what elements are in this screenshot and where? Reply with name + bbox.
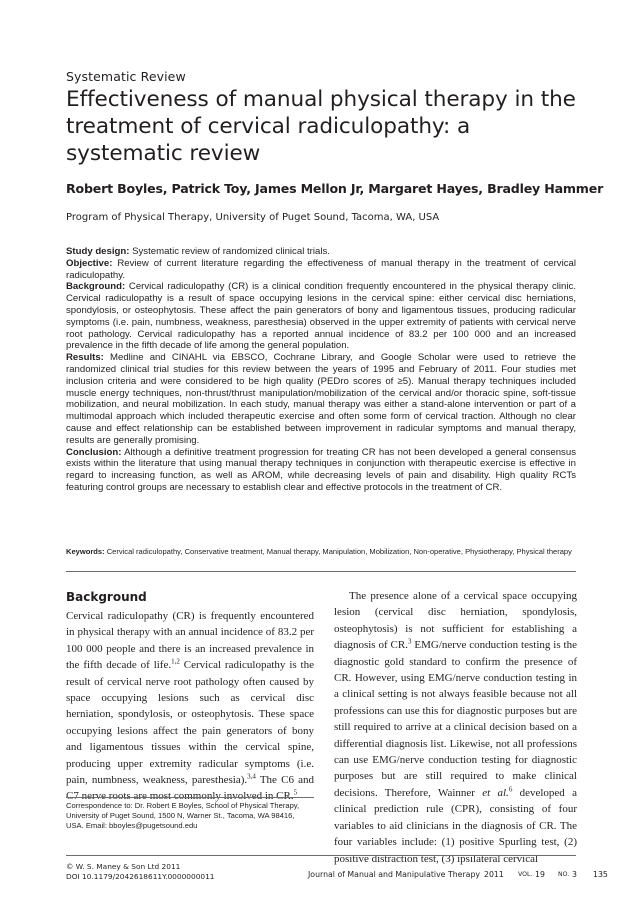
abstract-label: Objective:: [66, 257, 113, 269]
keywords-text: Cervical radiculopathy, Conservative treatment, Manual therapy, Manipulation, Mobilization, Non-operative, Physiotherapy, Physical therapy: [104, 547, 572, 556]
citation-ref[interactable]: 1,2: [171, 657, 180, 666]
body-text-run: developed a clinical prediction rule (CPR), consisting of four variables to aid clinicians in the diagnosis of CR. The four variables include: (1) positive Spurling test, (2) positive distraction test, (3) ipsilateral cervical: [334, 786, 577, 865]
footer-left: [66, 862, 215, 882]
abstract-label: Background:: [66, 281, 126, 293]
citation-ref[interactable]: 6: [508, 785, 513, 794]
citation-ref[interactable]: 3,4: [247, 772, 256, 781]
right-column: [334, 588, 577, 867]
section-heading-background: Background: [66, 590, 147, 604]
body-text-run: Cervical radiculopathy is the result of cervical nerve root pathology often caused by space occupying lesions such as cervical disc herniation, spondylosis, or osteophytosis. These space occupying lesions affect the pain generators of bony and ligamentous tissues within the cervical spine, producing upper extremity radicular symptoms (i.e. pain, numbness, weakness, paresthesia).: [66, 659, 314, 787]
body-paragraph: [66, 608, 314, 805]
citation-ref[interactable]: 5: [293, 788, 298, 797]
doi[interactable]: DOI 10.1179/2042618611Y.0000000011: [66, 872, 215, 881]
correspondence-note: Correspondence to: Dr. Robert E Boyles, School of Physical Therapy, University of Puget Sound, 1500 N, Warner St., Tacoma, WA 98416, USA. Email: bboyles@pugetsound.edu: [66, 801, 300, 831]
body-text-run: Cervical radiculopathy (CR) is frequently encountered in physical therapy with an annual incidence of 83.2 per 100 000 people and there is an increased prevalence in the fifth decade of life.: [66, 610, 314, 672]
volume-label: VOL.: [518, 871, 533, 878]
abstract-study-design: [66, 246, 576, 258]
section-divider: [66, 571, 576, 572]
abstract-objective: [66, 258, 576, 282]
correspondence-divider: [66, 797, 314, 798]
affiliation: Program of Physical Therapy, University of Puget Sound, Tacoma, WA, USA: [66, 212, 440, 223]
left-column: [66, 590, 314, 805]
abstract-label: Conclusion:: [66, 446, 122, 458]
et-al-italic: et al.: [482, 786, 509, 799]
page-number: 135: [593, 870, 608, 879]
volume-number: 19: [535, 870, 545, 879]
issue-label: NO.: [558, 871, 570, 878]
body-text-run: EMG/nerve conduction testing is the diagnostic gold standard to confirm the presence of CR. However, using EMG/nerve conduction testing in a clinical setting is not always feasible because not all professions can use this for diagnostic purposes but are still required to arrive at a clinical decision based on a differential diagnosis list. Likewise, not all professions can use EMG/nerve conduction testing for diagnostic purposes but are still required to make clinical decisions. Therefore, Wainner: [334, 639, 577, 799]
abstract-text: Although a definitive treatment progression for treating CR has not been developed a general consensus exists within the literature that using manual therapy techniques in conjunction with therapeutic exercise is effective in regard to increasing function, as well as AROM, while decreasing levels of pain and disability. High quality RCTs featuring control groups are necessary to establish clear and effective protocols in the treatment of CR.: [66, 446, 576, 493]
keywords-label: Keywords:: [66, 547, 105, 556]
abstract-text: Systematic review of randomized clinical trials.: [129, 246, 330, 257]
body-paragraph: [334, 588, 577, 867]
abstract-label: Results:: [66, 352, 104, 364]
abstract: [66, 246, 576, 494]
body-text-run: The presence alone of a cervical space occupying lesion (cervical disc herniation, spondylosis, osteophytosis) is not sufficient for establishing a diagnosis of CR.: [334, 590, 577, 652]
keywords: [66, 547, 586, 556]
issue-number: 3: [572, 870, 577, 879]
abstract-label: Study design:: [66, 246, 130, 257]
citation-ref[interactable]: 3: [407, 637, 412, 646]
footer-divider: [66, 855, 576, 856]
journal-name: Journal of Manual and Manipulative Therapy: [308, 870, 481, 879]
abstract-background: [66, 281, 576, 352]
abstract-results: [66, 352, 576, 446]
abstract-text: Review of current literature regarding the effectiveness of manual therapy in the treatment of cervical radiculopathy.: [66, 257, 576, 281]
abstract-text: Cervical radiculopathy (CR) is a clinical condition frequently encountered in the physical therapy clinic. Cervical radiculopathy is a result of space occupying lesions in the cervical spine: either cervical disc herniations, spondylosis, or osteophytosis. These affect the pain generators of bony and ligamentous tissues, producing radicular symptoms (i.e. pain, numbness, weakness, paresthesia) observed in the upper extremity of patients with cervical nerve root pathology. Cervical radiculopathy has a reported annual incidence of 83.2 per 100 000 and an increased prevalence in the fifth decade of life among the general population.: [66, 281, 576, 352]
abstract-text: Medline and CINAHL via EBSCO, Cochrane Library, and Google Scholar were used to retrieve the randomized clinical trial studies for this review between the years of 1995 and February of 2011. Four studies met inclusion criteria and were considered to be high quality (PEDro scores of ≥5). Manual therapy techniques included muscle energy techniques, non-thrust/thrust manipulation/mobilization of the cervical and/or thoracic spine, soft-tissue mobilization, and neural mobilization. In each study, manual therapy was either a stand-alone intervention or part of a multimodal approach which included therapeutic exercise and often some form of cervical traction. Although no clear cause and effect relationship can be established between improvement in radicular symptoms and manual therapy, results are generally promising.: [66, 352, 576, 446]
author-list: Robert Boyles, Patrick Toy, James Mellon Jr, Margaret Hayes, Bradley Hammer: [66, 181, 604, 196]
section-label: Systematic Review: [66, 69, 186, 84]
copyright-notice: © W. S. Maney & Son Ltd 2011: [66, 862, 181, 871]
footer-year: 2011: [484, 870, 504, 879]
article-title: Effectiveness of manual physical therapy in the treatment of cervical radiculopathy: a systematic review: [66, 87, 576, 167]
body-text-run: The C6 and C7 nerve roots are most commonly involved in CR.: [66, 774, 314, 803]
abstract-conclusion: [66, 447, 576, 494]
